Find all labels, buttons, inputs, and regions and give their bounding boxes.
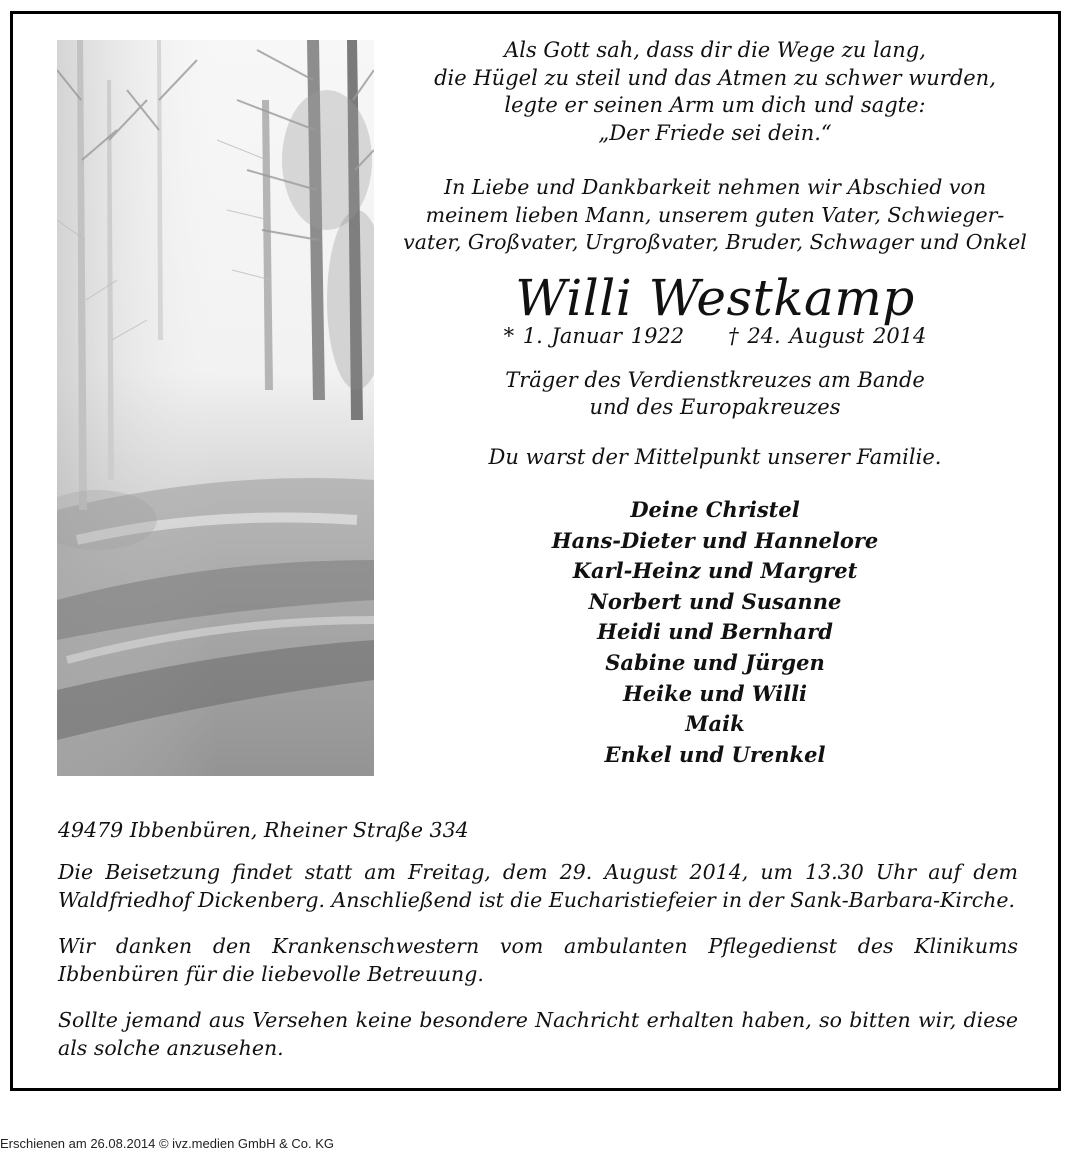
forest-path-photo xyxy=(57,40,374,776)
intro-line: vater, Großvater, Urgroßvater, Bruder, Schwager und Onkel xyxy=(403,230,1027,254)
publication-footer: Erschienen am 26.08.2014 © ivz.medien GmbH & Co. KG xyxy=(0,1136,335,1151)
award-text xyxy=(390,367,1040,422)
poem-line: „Der Friede sei dein.“ xyxy=(598,120,832,145)
intro-line: In Liebe und Dankbarkeit nehmen wir Abschied von xyxy=(443,175,987,199)
mourner-name: Heike und Willi xyxy=(622,680,808,706)
poem-line: die Hügel zu steil und das Atmen zu schwer wurden, xyxy=(434,65,996,90)
life-dates xyxy=(390,323,1040,349)
mourner-name: Karl-Heinz und Margret xyxy=(572,558,858,584)
family-motto: Du warst der Mittelpunkt unserer Familie. xyxy=(488,444,942,469)
obituary-notice xyxy=(10,11,1061,1091)
intro-line: meinem lieben Mann, unserem guten Vater, Schwieger- xyxy=(425,202,1005,227)
mourner-name: Sabine und Jürgen xyxy=(605,649,825,675)
deceased-name: Willi Westkamp xyxy=(515,268,915,327)
mourner-name: Maik xyxy=(685,711,745,737)
main-text-column xyxy=(390,37,1040,770)
mourner-name: Hans-Dieter und Hannelore xyxy=(551,527,879,553)
funeral-info: Die Beisetzung findet statt am Freitag, dem 29. August 2014, um 13.30 Uhr auf dem Waldfriedhof Dickenberg. Anschließend ist die Eucharistiefeier in der Sank-Barbara-Kirche. xyxy=(58,860,1018,912)
address: 49479 Ibbenbüren, Rheiner Straße 334 xyxy=(58,818,469,842)
poem-line: legte er seinen Arm um dich und sagte: xyxy=(504,93,926,117)
poem-line: Als Gott sah, dass dir die Wege zu lang, xyxy=(504,38,926,62)
mourner-name: Heidi und Bernhard xyxy=(597,619,833,645)
farewell-intro xyxy=(390,174,1040,257)
mourners-list xyxy=(390,495,1040,770)
mourner-name: Enkel und Urenkel xyxy=(604,741,826,767)
birth-date: * 1. Januar 1922 xyxy=(503,323,685,348)
notice-details xyxy=(58,816,1018,1080)
mourner-name: Norbert und Susanne xyxy=(588,588,842,614)
poem xyxy=(390,37,1040,147)
notice-note: Sollte jemand aus Versehen keine besondere Nachricht erhalten haben, so bitten wir, diese als solche anzusehen. xyxy=(58,1008,1018,1060)
award-line: Träger des Verdienstkreuzes am Bande xyxy=(505,367,925,392)
death-date: † 24. August 2014 xyxy=(728,323,927,348)
mourner-name: Deine Christel xyxy=(630,497,800,522)
award-line: und des Europakreuzes xyxy=(589,395,841,419)
thanks-note: Wir danken den Krankenschwestern vom ambulanten Pflegedienst des Klinikums Ibbenbüren für die liebevolle Betreuung. xyxy=(58,934,1018,986)
